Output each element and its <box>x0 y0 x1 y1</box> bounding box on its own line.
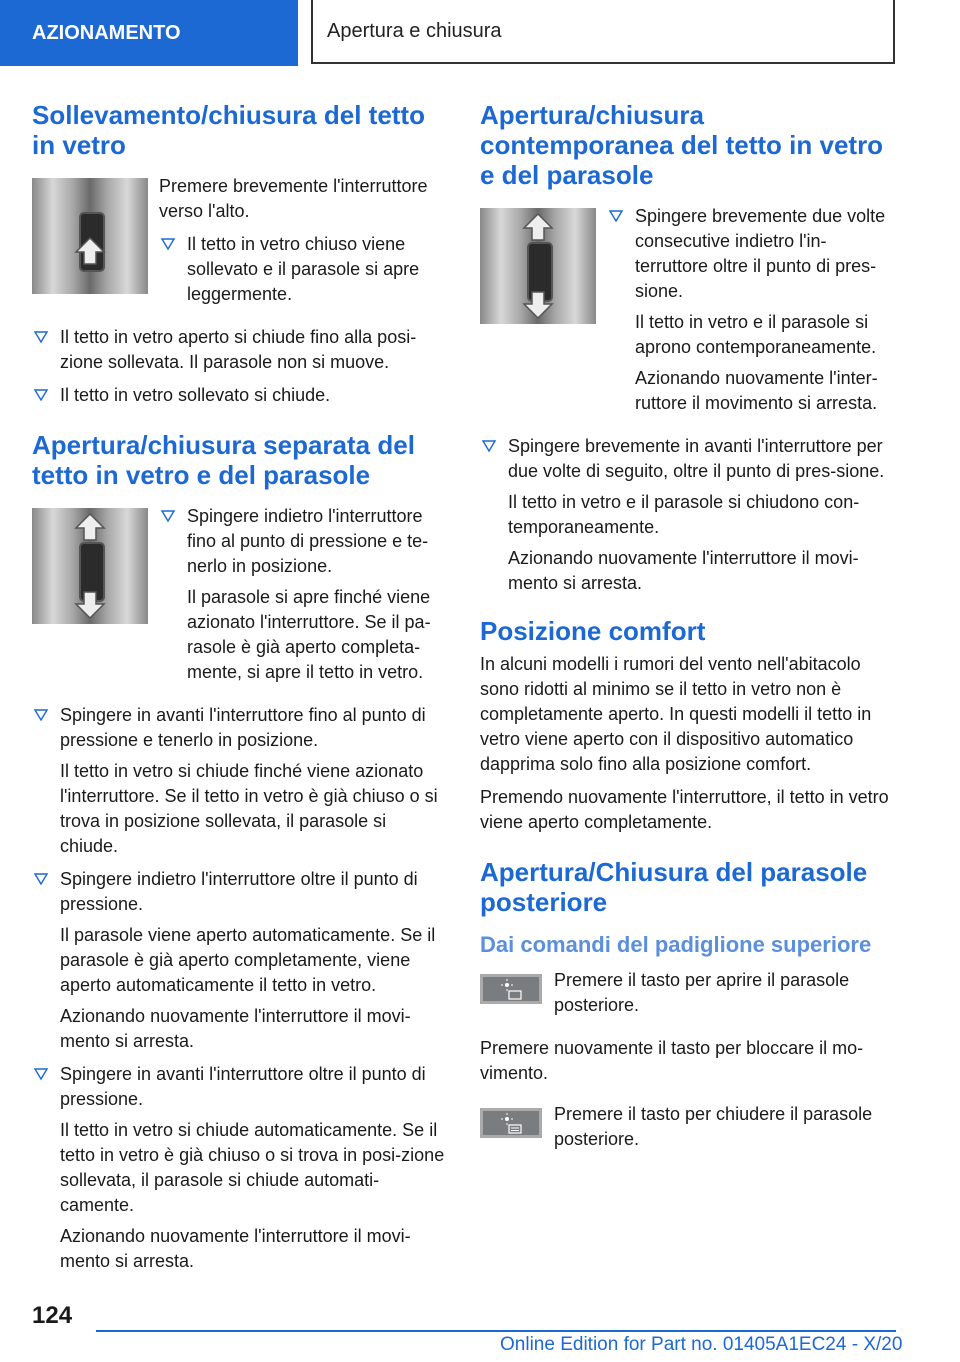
arrow-down-icon <box>522 290 554 320</box>
section-tab: AZIONAMENTO <box>0 0 298 66</box>
triangle-bullet-icon <box>609 209 623 223</box>
list-item: Il tetto in vetro aperto si chiude fino alla posi-zione sollevata. Il parasole non si muove. <box>32 325 447 375</box>
heading-rear-sunshade: Apertura/Chiusura del parasole posteriore <box>480 857 868 917</box>
switch-up-figure <box>32 178 148 294</box>
arrow-up-icon <box>74 236 106 266</box>
sunshade-stop-text: Premere nuovamente il tasto per bloccare il mo-vimento. <box>480 1038 864 1083</box>
subheading-roof-controls: Dai comandi del padiglione superiore <box>480 932 872 957</box>
list-item: Il tetto in vetro chiuso viene sollevato e il parasole si apre leggermente. <box>159 232 447 307</box>
triangle-bullet-icon <box>34 708 48 722</box>
sunshade-open-button-figure <box>480 974 542 1004</box>
triangle-bullet-icon <box>161 509 175 523</box>
list-item: Il tetto in vetro sollevato si chiude. <box>32 383 447 408</box>
intro-text: Premere brevemente l'interruttore verso l'alto. <box>159 176 428 221</box>
footer-divider <box>96 1330 896 1332</box>
switch-up-down-figure <box>480 208 596 324</box>
switch-up-down-figure <box>32 508 148 624</box>
right-column: Apertura/chiusura contemporanea del tetto in vetro e del parasole Spingere brevemente due volte consecutive indietro l'in-terruttore oltre il punto di pres-sione. Il tetto in vetro e il parasole si aprono contemporaneamente. Azionando nuovamente l'inter-ruttore il movimento si arresta. Spingere brevemente in avanti l'interruttore per due volte di seguito, oltre il punto di pres-sione. Il tetto in vetro e il parasole si chiudono con-temporaneamente. Azionando nuovamente l'interruttore il movi-mento si arresta. Posizione comfort In alcuni modelli i rumori del vento nell'abitacolo sono ridotti al minimo se il tetto in vetro non è completamente aperto. In questi modelli il tetto in vetro viene aperto con il dispositivo automatico dapprima solo fino alla posizione comfort. Premendo nuovamente l'interruttore, il tetto in vetro viene aperto completamente. Apertura/Chiusura del parasole posteriore Dai comandi del padiglione superiore Premere il tasto per aprire il parasole posteriore. Premere nuovamente il tasto per bloccare il mo-vimento. Premere il tasto per chiudere il parasole posteriore. <box>480 100 895 1170</box>
comfort-text: In alcuni modelli i rumori del vento nell'abitacolo sono ridotti al minimo se il tetto in vetro non è completamente aperto. In questi modelli il tetto in vetro viene aperto con il dispositivo automatico dapprima solo fino alla posizione comfort. <box>480 654 872 774</box>
list-item: Spingere in avanti l'interruttore oltre il punto di pressione. Il tetto in vetro si chiude automaticamente. Se il tetto in vetro è già chiuso o si trova in posi-zione sollevata, il parasole si chiude automati-camente. Azionando nuovamente l'interruttore il movi-mento si arresta. <box>32 1062 447 1274</box>
heading-comfort: Posizione comfort <box>480 616 706 646</box>
list-item: Spingere brevemente in avanti l'interruttore per due volte di seguito, oltre il punto di pres-sione. Il tetto in vetro e il parasole si chiudono con-temporaneamente. Azionando nuovamente l'interruttore il movi-mento si arresta. <box>480 434 895 596</box>
list-item: Spingere brevemente due volte consecutive indietro l'in-terruttore oltre il punto di pres-sione. Il tetto in vetro e il parasole si aprono contemporaneamente. Azionando nuovamente l'inter-ruttore il movimento si arresta. <box>607 204 895 416</box>
arrow-down-icon <box>74 590 106 620</box>
page-number: 124 <box>32 1302 73 1329</box>
triangle-bullet-icon <box>482 439 496 453</box>
sunshade-icon <box>501 979 523 1001</box>
page-footer <box>0 1290 960 1362</box>
triangle-bullet-icon <box>34 872 48 886</box>
page-header <box>0 0 960 66</box>
edition-text: Online Edition for Part no. 01405A1EC24 - X/20 <box>500 1334 903 1355</box>
sunshade-close-button-figure <box>480 1108 542 1138</box>
arrow-up-icon <box>522 212 554 242</box>
left-column <box>32 100 447 1282</box>
list-item: Spingere indietro l'interruttore oltre il punto di pressione. Il parasole viene aperto automaticamente. Se il parasole è già aperto completamente, viene aperto automaticamente il tetto in vetro. Azionando nuovamente l'interruttore il movi-mento si arresta. <box>32 867 447 1054</box>
triangle-bullet-icon <box>34 330 48 344</box>
triangle-bullet-icon <box>34 388 48 402</box>
comfort-text-2: Premendo nuovamente l'interruttore, il tetto in vetro viene aperto completamente. <box>480 787 889 832</box>
sunshade-icon <box>501 1113 523 1135</box>
triangle-bullet-icon <box>161 237 175 251</box>
list-item: Spingere in avanti l'interruttore fino al punto di pressione e tenerlo in posizione. Il tetto in vetro si chiude finché viene azionato l'interruttore. Se il tetto in vetro è già chiuso o si trova in posizione sollevata, il parasole si chiude. <box>32 703 447 859</box>
arrow-up-icon <box>74 512 106 542</box>
heading-separate: Apertura/chiusura separata del tetto in vetro e del parasole <box>32 430 415 490</box>
heading-simultaneous: Apertura/chiusura contemporanea del tetto in vetro e del parasole <box>480 100 884 190</box>
heading-tilt-close: Sollevamento/chiusura del tetto in vetro <box>32 100 425 160</box>
chapter-tab: Apertura e chiusura <box>311 0 895 64</box>
list-item: Spingere indietro l'interruttore fino al punto di pressione e te-nerlo in posizione. Il parasole si apre finché viene azionato l'interruttore. Se il pa-rasole è già aperto completa-mente, si apre il tetto in vetro. <box>159 504 447 685</box>
triangle-bullet-icon <box>34 1067 48 1081</box>
